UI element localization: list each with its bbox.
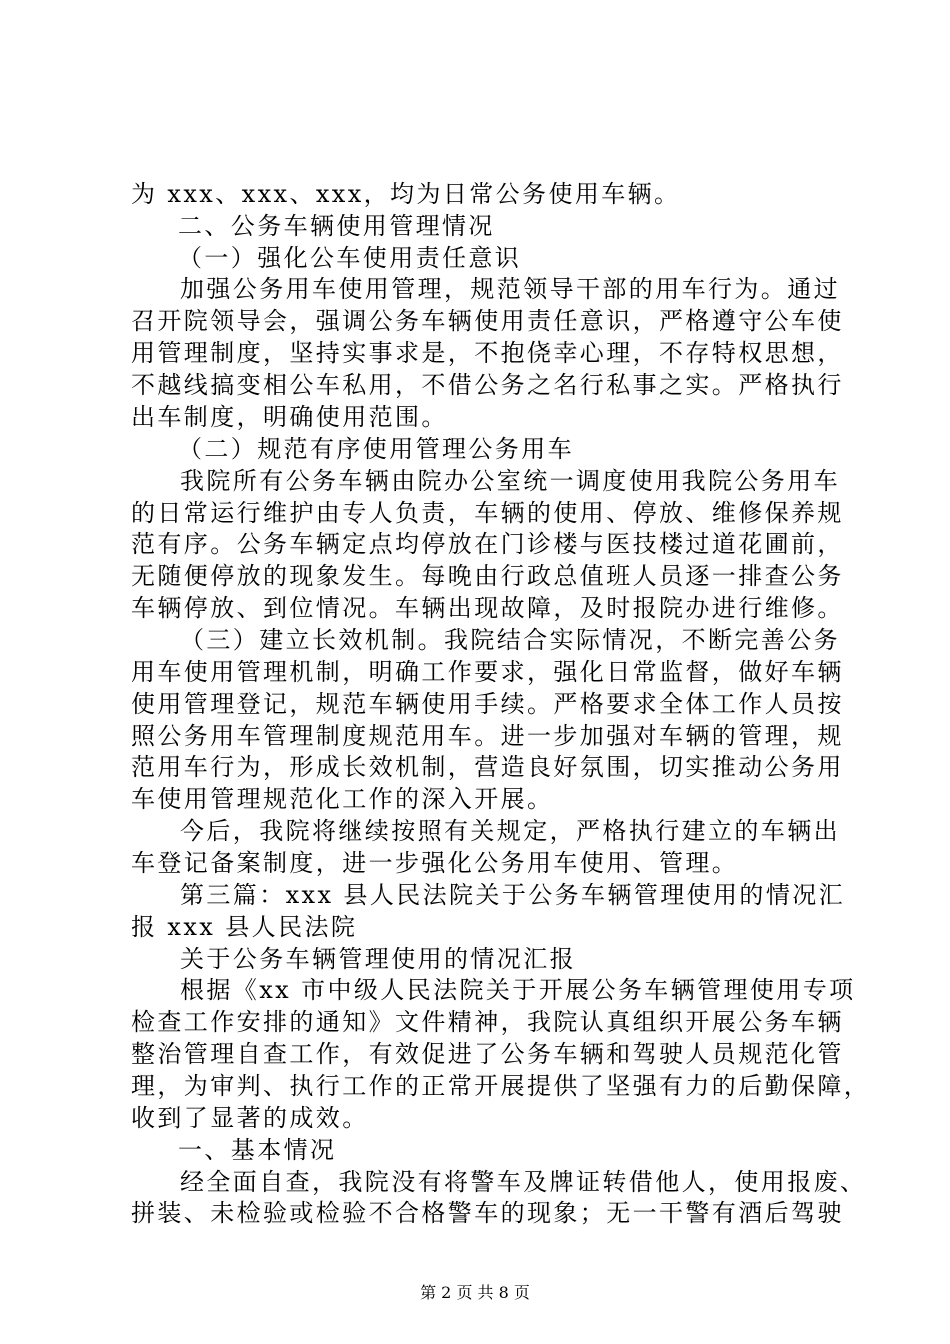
subsection-heading: （一）强化公车使用责任意识 [178,244,522,272]
body-line: 用管理制度，坚持实事求是，不抱侥幸心理，不存特权思想， [131,339,844,367]
body-line: 我院所有公务车辆由院办公室统一调度使用我院公务用车 [180,467,840,495]
body-line: 车登记备案制度，进一步强化公务用车使用、管理。 [131,849,739,877]
body-line: 车辆停放、到位情况。车辆出现故障，及时报院办进行维修。 [131,594,844,622]
body-line: 加强公务用车使用管理，规范领导干部的用车行为。通过 [180,275,840,303]
body-line: 无随便停放的现象发生。每晚由行政总值班人员逐一排查公务 [131,562,844,590]
body-line: 使用管理登记，规范车辆使用手续。严格要求全体工作人员按 [131,690,844,718]
body-line: 经全面自查，我院没有将警车及牌证转借他人，使用报废、 [180,1168,867,1196]
body-line: 召开院领导会，强调公务车辆使用责任意识，严格遵守公车使 [131,307,844,335]
body-line: 用车使用管理机制，明确工作要求，强化日常监督，做好车辆 [131,658,844,686]
chapter-heading: 第三篇：xxx 县人民法院关于公务车辆管理使用的情况汇 [180,881,846,909]
body-line: 检查工作安排的通知》文件精神，我院认真组织开展公务车辆 [131,1008,844,1036]
body-line: 整治管理自查工作，有效促进了公务车辆和驾驶人员规范化管 [131,1040,844,1068]
body-line: 为 xxx、xxx、xxx，均为日常公务使用车辆。 [131,180,681,208]
body-line: （三）建立长效机制。我院结合实际情况，不断完善公务 [180,626,840,654]
body-line: 收到了显著的成效。 [131,1104,369,1132]
body-line: 不越线搞变相公车私用，不借公务之名行私事之实。严格执行 [131,371,844,399]
chapter-heading: 报 xxx 县人民法院 [131,913,358,941]
section-heading: 二、公务车辆使用管理情况 [178,212,495,240]
subsection-heading: （二）规范有序使用管理公务用车 [178,435,574,463]
body-line: 车使用管理规范化工作的深入开展。 [131,785,554,813]
body-line: 今后，我院将继续按照有关规定，严格执行建立的车辆出 [180,817,840,845]
body-line: 理，为审判、执行工作的正常开展提供了坚强有力的后勤保障， [131,1072,871,1100]
body-line: 的日常运行维护由专人负责，车辆的使用、停放、维修保养规 [131,499,844,527]
body-line: 根据《xx 市中级人民法院关于开展公务车辆管理使用专项 [180,976,856,1004]
body-line: 范有序。公务车辆定点均停放在门诊楼与医技楼过道花圃前， [131,530,844,558]
body-line: 照公务用车管理制度规范用车。进一步加强对车辆的管理，规 [131,722,844,750]
body-line: 范用车行为，形成长效机制，营造良好氛围，切实推动公务用 [131,753,844,781]
body-line: 拼装、未检验或检验不合格警车的现象；无一干警有酒后驾驶 [131,1199,844,1227]
section-heading: 一、基本情况 [178,1136,337,1164]
body-line: 出车制度，明确使用范围。 [131,403,448,431]
report-title: 关于公务车辆管理使用的情况汇报 [180,945,576,973]
page-number-footer: 第 2 页 共 8 页 [420,1283,530,1302]
